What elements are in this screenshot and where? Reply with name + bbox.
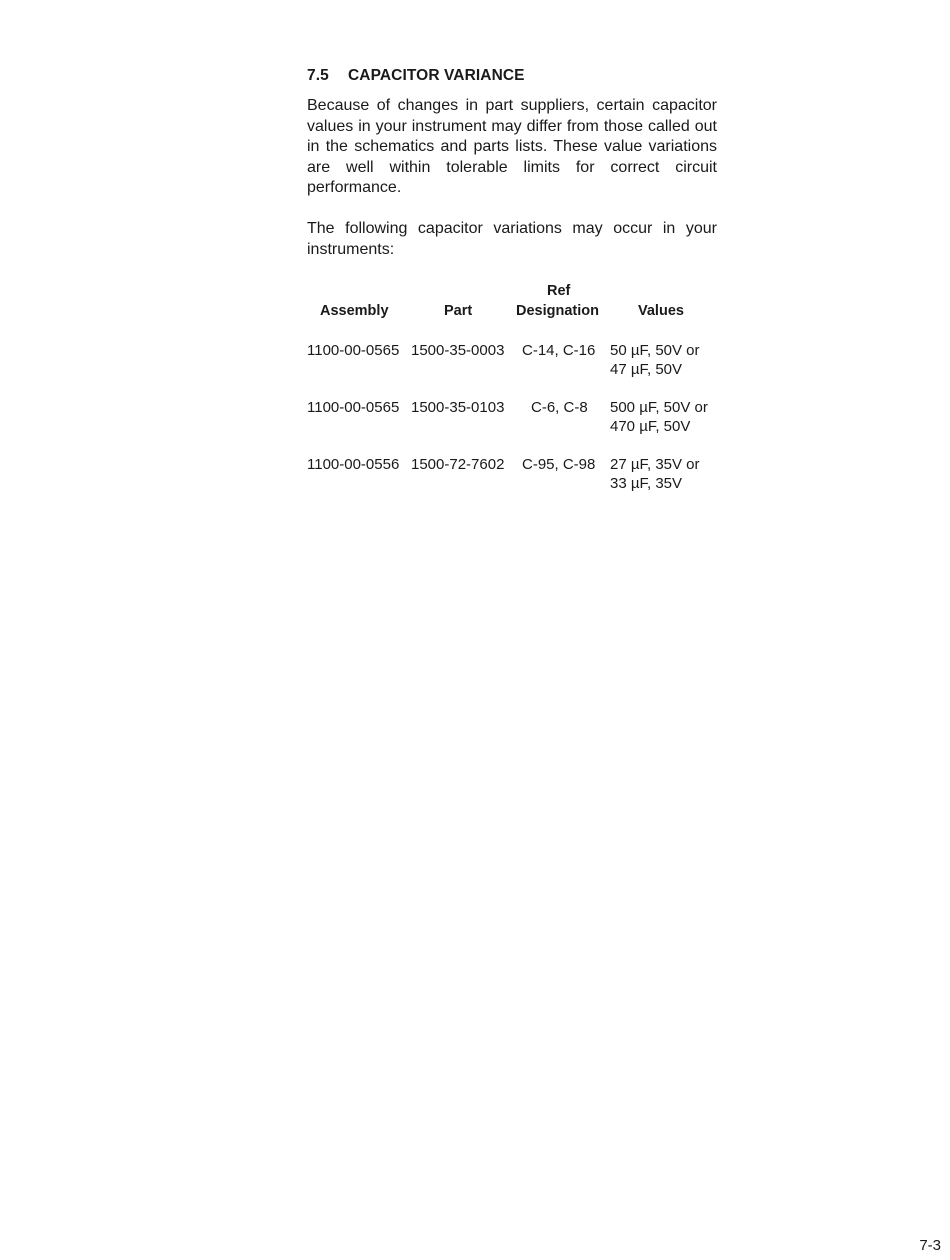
cell-value-line2: 470 µF, 50V xyxy=(610,418,691,435)
table-row xyxy=(307,398,717,455)
cell-part: 1500-72-7602 xyxy=(411,456,505,473)
section-heading xyxy=(307,66,717,86)
header-designation: Designation xyxy=(516,303,599,319)
table-header-row-1 xyxy=(307,283,717,303)
cell-value-line1: 500 µF, 50V or xyxy=(610,399,708,416)
header-part: Part xyxy=(444,303,473,319)
cell-assembly: 1100-00-0565 xyxy=(307,399,400,416)
paragraph: The following capacitor variations may occur in your instruments: xyxy=(307,219,717,258)
page-number: 7-3 xyxy=(919,1237,941,1254)
header-ref: Ref xyxy=(547,283,571,299)
section-body xyxy=(307,66,717,260)
section-title: CAPACITOR VARIANCE xyxy=(348,67,525,84)
header-values: Values xyxy=(638,303,684,319)
table-row xyxy=(307,455,717,512)
capacitor-variation-table xyxy=(307,283,717,512)
cell-ref: C-14, C-16 xyxy=(522,342,596,359)
header-assembly: Assembly xyxy=(320,303,389,319)
table-header-row-2 xyxy=(307,303,717,341)
cell-value-line2: 47 µF, 50V xyxy=(610,361,683,378)
cell-part: 1500-35-0003 xyxy=(411,342,505,359)
cell-part: 1500-35-0103 xyxy=(411,399,505,416)
cell-ref: C-6, C-8 xyxy=(531,399,588,416)
cell-ref: C-95, C-98 xyxy=(522,456,596,473)
section-number: 7.5 xyxy=(307,67,329,84)
cell-assembly: 1100-00-0565 xyxy=(307,342,400,359)
paragraph: Because of changes in part suppliers, certain capacitor values in your instrument may differ from those called out in the schematics and parts lists. These value variations are well within tolerable limits for correct circuit performance. xyxy=(307,97,717,197)
table-row xyxy=(307,341,717,398)
cell-assembly: 1100-00-0556 xyxy=(307,456,400,473)
cell-value-line1: 27 µF, 35V or xyxy=(610,456,700,473)
cell-value-line1: 50 µF, 50V or xyxy=(610,342,700,359)
cell-value-line2: 33 µF, 35V xyxy=(610,475,683,492)
